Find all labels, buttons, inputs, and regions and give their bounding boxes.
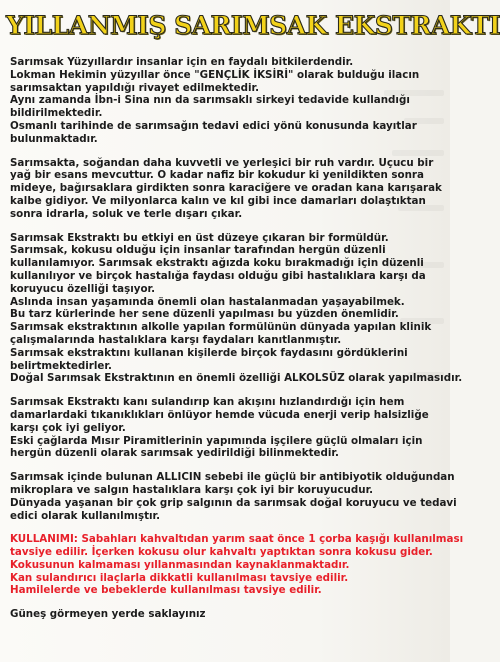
text-line: Osmanlı tarihinde de sarımsağın tedavi edici yönü konusunda kayıtlar: [10, 119, 417, 132]
text-line: Doğal Sarımsak Ekstraktının en önemli özelliği ALKOLSÜZ olarak yapılmasıdır.: [10, 372, 463, 385]
text-line: Bu tarz kürlerinde her sene düzenli yapılması bu yüzden önemlidir.: [10, 308, 399, 321]
text-line: Sarımsak ekstraktını kullanan kişilerde birçok faydasını gördüklerini: [10, 346, 408, 359]
paragraph: [10, 231, 463, 386]
storage-note: [10, 608, 438, 621]
text-line: hergün düzenli olarak sarımsak yedirildiği bilinmektedir.: [10, 447, 339, 460]
text-line: karşı çok iyi geliyor.: [10, 421, 126, 434]
text-line: Aynı zamanda İbn-i Sina nın da sarımsaklı sirkeyi tedavide kullandığı: [10, 94, 410, 107]
paragraph: [10, 471, 457, 522]
text-line: çalışmalarında hastalıklara karşı faydaları kanıtlanmıştır.: [10, 333, 342, 346]
warning-line: Kokusunun kalmaması yıllanmasından kaynaklanmaktadır.: [10, 558, 350, 571]
text-line: yağ bir esans mevcuttur. O kadar nafiz bir kokudur ki yenildikten sonra: [10, 169, 424, 182]
text-line: mikroplara ve salgın hastalıklara karşı çok iyi bir koruyucudur.: [10, 483, 374, 496]
text-line: bulunmaktadır.: [10, 132, 98, 145]
text-line: sarımsaktan yapıldığı rivayet edilmektedir.: [10, 81, 260, 94]
text-line: Sarımsak içinde bulunan ALLICIN sebebi ile güçlü bir antibiyotik olduğundan: [10, 471, 455, 484]
paragraph: [10, 56, 438, 146]
text-line: sonra idrarla, soluk ve terle dışarı çıkar.: [10, 207, 243, 220]
text-line: Sarımsak Yüzyıllardır insanlar için en faydalı bitkilerdendir.: [10, 56, 354, 68]
text-line: belirtmektedirler.: [10, 359, 112, 372]
text-line: kalbe gidiyor. Ve milyonlarca kalın ve kıl gibi ince damarları dolaştıktan: [10, 194, 426, 207]
text-line: Lokman Hekimin yüzyıllar önce "GENÇLİK İKSİRİ" olarak bulduğu ilacın: [10, 68, 420, 81]
text-line: bildirilmektedir.: [10, 107, 103, 120]
text-line: Güneş görmeyen yerde saklayınız: [10, 608, 206, 621]
text-line: koruyucu özelliği taşıyor.: [10, 282, 156, 295]
text-line: Sarımsak Ekstraktı bu etkiyi en üst düzeye çıkaran bir formüldür.: [10, 231, 389, 244]
text-line: kullanılıyor ve birçok hastalığa faydası olduğu gibi hastalıklara karşı da: [10, 269, 426, 282]
text-line: Sarımsakta, soğandan daha kuvvetli ve yerleşici bir ruh vardır. Uçucu bir: [10, 156, 434, 169]
text-line: Sarımsak, kokusu olduğu için insanlar tarafından hergün düzenli: [10, 244, 386, 257]
text-line: Dünyada yaşanan bir çok grip salgının da sarımsak doğal koruyucu ve tedavi: [10, 496, 457, 509]
text-line: edici olarak kullanılmıştır.: [10, 509, 161, 522]
warning-line: KULLANIMI: Sabahları kahvaltıdan yarım saat önce 1 çorba kaşığı kullanılması: [10, 533, 464, 546]
text-line: damarlardaki tıkanıklıkları önlüyor hemde vücuda enerji verip halsizliğe: [10, 408, 429, 421]
page-title: YILLANMIŞ SARIMSAK EKSTRAKTI: [6, 11, 500, 40]
usage-warning: [10, 533, 464, 597]
text-line: Sarımsak Ekstraktı kanı sulandırıp kan akışını hızlandırdığı için hem: [10, 396, 405, 409]
text-line: mideye, bağırsaklara girdikten sonra karaciğere ve oradan kana karışarak: [10, 182, 442, 195]
text-line: Sarımsak ekstraktının alkolle yapılan formülünün dünyada yapılan klinik: [10, 321, 432, 334]
warning-line: Kan sulandırıcı ilaçlarla dikkatli kullanılması tavsiye edilir.: [10, 571, 349, 584]
paragraph: [10, 156, 442, 221]
text-line: kullanılamıyor. Sarımsak ekstraktı ağızda koku bırakmadığı için düzenli: [10, 257, 424, 270]
body-text: [10, 56, 464, 621]
text-line: Eski çağlarda Mısır Piramitlerinin yapımında işçilere güçlü olmaları için: [10, 434, 423, 447]
paragraph: [10, 396, 438, 460]
warning-line: tavsiye edilir. İçerken kokusu olur kahvaltı yaptıktan sonra kokusu gider.: [10, 546, 433, 559]
warning-line: Hamilelerde ve bebeklerde kullanılması tavsiye edilir.: [10, 584, 322, 597]
text-line: Aslında insan yaşamında önemli olan hastalanmadan yaşayabilmek.: [10, 295, 405, 308]
